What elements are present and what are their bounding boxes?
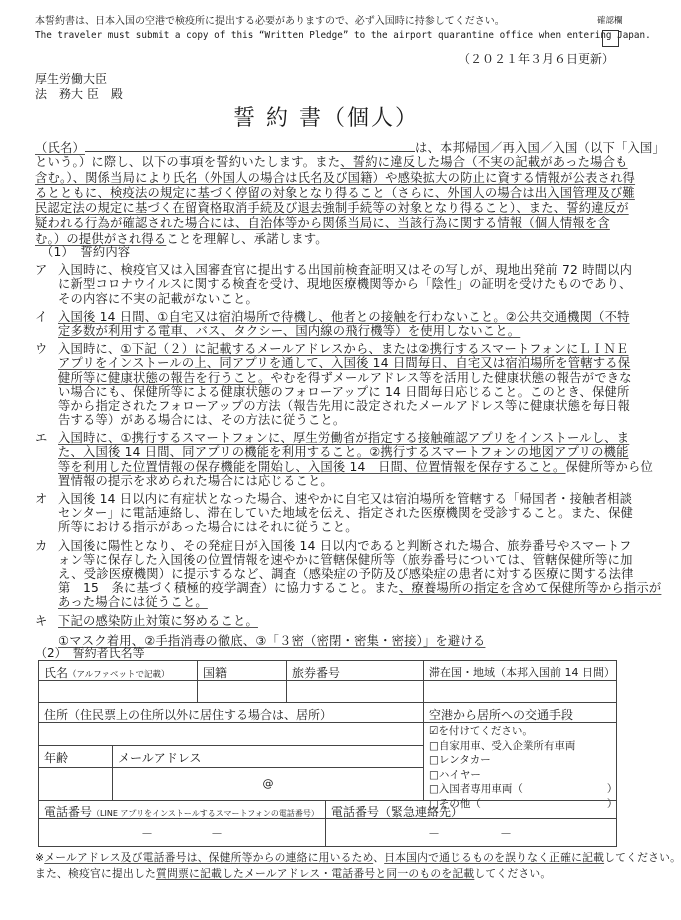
item-marker: カ	[35, 538, 48, 553]
notice-en: The traveler must submit a copy of this “Written Pledge” to the airport quarantine office when entering Japan.	[35, 30, 651, 41]
text-segment: ①マスク着用、②手指消毒の徹底、③「３密（密閉・密集・密接）」を避ける	[58, 633, 486, 648]
text-segment: 、	[373, 851, 385, 864]
pledge-item	[35, 538, 662, 610]
text-line	[58, 614, 258, 628]
text-line	[35, 185, 635, 201]
pledge-items	[35, 245, 662, 648]
text-segment: 疑われる行為が確認された場合には、自治体等から関係当局に、当該行為に関する情報（個人情報を含	[35, 216, 610, 231]
text-segment: ォン等に保存した入国後の位置情報を速やかに管轄保健所等（旅券番号については、管轄保健所等に加	[58, 552, 633, 567]
text-segment: センター」に電話連絡し、滞在していた地域を伝え、指定された医療機関を受診すること。また、保健	[58, 506, 634, 521]
text-segment: メールアドレス及び電話番号は、保健所等からの連絡に用いるため	[44, 851, 374, 864]
item-marker: オ	[35, 492, 48, 506]
text-segment: という。）に際し、以下の事項を誓約いたします。また	[35, 155, 341, 170]
section-1-label: （1） 誓約内容	[41, 245, 131, 259]
transport-option-checkbox[interactable]: □その他（ ）	[429, 797, 618, 810]
updated-date: （２０２１年３月６日更新）	[457, 52, 614, 66]
transport-option-checkbox[interactable]: □ハイヤー	[429, 768, 481, 781]
phone-note: （LINE アプリをインストールするスマートフォンの電話番号）	[92, 809, 319, 818]
pledge-item	[35, 342, 632, 428]
text-segment: 置情報の提示を求められた場合には応じること。	[58, 473, 333, 488]
text-line	[58, 310, 630, 324]
text-line	[58, 277, 632, 291]
name-blank-line[interactable]	[85, 140, 415, 152]
transport-option-checkbox[interactable]: □自家用車、受入企業所有車両	[429, 739, 576, 752]
text-line	[58, 567, 661, 581]
item-body	[58, 539, 661, 610]
text-segment: に新型コロナウイルスに関する検査を受け、現地医療機関等から「陰性」の証明を受けたものであり、	[58, 277, 632, 292]
name-field[interactable]	[38, 680, 198, 703]
text-line	[58, 506, 633, 520]
text-line	[35, 850, 681, 866]
text-segment: 下記の感染防止対策に努めること。	[58, 613, 258, 628]
text-segment: るとともに、検疫法の規定に基づく停留の対象となり得ること（さらに、外国人の場合は出入国管理及び難	[35, 185, 635, 200]
email-header: メールアドレス	[112, 745, 424, 768]
stay-field[interactable]	[423, 680, 617, 703]
transport-instruction: ☑を付けてください。	[429, 725, 533, 737]
text-segment: 入国時に、①携行するスマートフォンに、厚生労働省が指定する接触確認アプリをインストールし、ま	[58, 431, 630, 446]
text-segment: 、誓約に違反した場合（不実の記載があった場合も	[340, 155, 628, 170]
transport-header: 空港から居所への交通手段	[423, 702, 617, 723]
text-line	[58, 445, 653, 459]
pledge-item	[35, 431, 654, 488]
text-line	[35, 216, 620, 231]
text-segment: 入国後 14 日間、①自宅又は宿泊場所で待機し、他者との接触を行わないこと。②公共交通機関（不特	[58, 309, 630, 324]
text-line	[35, 170, 636, 186]
phone-header	[38, 800, 326, 819]
text-line	[35, 201, 629, 216]
text-segment: 定多数が利用する電車、バス、タクシー、国内線の飛行機等）を使用しないこと。	[58, 323, 521, 338]
pledge-intro	[35, 140, 665, 247]
text-segment: え、受診医療機関）に提示するなど、調査（感染症の予防及び感染症の患者に対する医療に関する法律	[58, 566, 634, 581]
section-2-label: （2） 誓約者氏名等	[35, 646, 145, 660]
transport-options	[423, 722, 618, 810]
item-marker: ウ	[35, 342, 48, 357]
nationality-header: 国籍	[197, 660, 287, 681]
emergency-phone-header: 電話番号（緊急連絡先）	[325, 800, 617, 819]
text-segment: 入国時に、	[58, 342, 121, 357]
text-segment: してください。	[604, 851, 681, 864]
phone-field[interactable]	[38, 818, 326, 847]
pledge-item	[35, 309, 630, 338]
text-segment: は、本邦帰国／再入国／入国（以下「入国」	[415, 141, 665, 155]
text-segment: その内容に不実の記載がないこと。	[58, 291, 258, 306]
text-line	[58, 492, 633, 506]
pledge-item	[35, 263, 633, 306]
text-segment: 所等における指示があった場合にはそれに従うこと。	[58, 520, 358, 535]
text-line	[58, 553, 661, 567]
item-body	[58, 492, 633, 535]
item-marker: イ	[35, 309, 48, 324]
email-field[interactable]	[112, 767, 424, 801]
text-segment: （氏名）	[35, 141, 85, 155]
name-header	[38, 660, 198, 681]
text-line	[58, 431, 653, 445]
text-line	[58, 342, 632, 356]
stay-header: 滞在国・地域（本邦入国前 14 日間）	[423, 660, 617, 681]
text-line	[58, 399, 632, 413]
text-segment: 日本国内で通じるものを誤りなく正確に記載	[384, 851, 605, 864]
text-segment: やむを得ずメールアドレス等を活用した健康状態の報告ができな	[270, 370, 632, 385]
text-line	[58, 385, 632, 399]
email-at-sign: @	[262, 777, 274, 790]
text-segment: 等を利用した位置情報の保存機能を開始し、入国後 14 日間、位置情報を保存すること。	[58, 459, 566, 474]
address-field[interactable]	[38, 722, 424, 746]
dash: －	[141, 827, 154, 841]
item-body	[58, 342, 632, 427]
item-marker: ア	[35, 263, 48, 278]
pledge-item	[35, 614, 620, 628]
text-segment: 健所等に健康状態の報告を行うこと。	[58, 370, 271, 385]
text-line	[58, 474, 653, 488]
dash: －	[500, 827, 513, 841]
dash: －	[428, 827, 441, 841]
name-note: （アルファベットで記載）	[68, 670, 170, 680]
transport-option-checkbox[interactable]: □入国者専用車両（ ）	[429, 783, 618, 795]
item-body	[58, 431, 653, 488]
text-segment: 入国後に陽性となり、その発症日が入国後 14 日以内であると判断された場合、旅券番号やスマートフ	[58, 538, 632, 553]
text-segment: してください。	[474, 867, 552, 880]
text-segment: 入国後 14 日以内に有症状となった場合、速やかに自宅又は宿泊場所を管轄する「帰国者・接触者相談	[58, 492, 633, 506]
age-field[interactable]	[38, 767, 113, 801]
text-line	[58, 595, 661, 609]
text-line	[58, 263, 632, 277]
text-segment: あった場合には従うこと。	[58, 595, 208, 610]
address-header: 住所（住民票上の住所以外に居住する場合は、居所）	[38, 702, 424, 723]
item-body	[58, 310, 630, 338]
age-header: 年齢	[38, 745, 113, 768]
text-segment: また、検疫官に提出した	[35, 867, 156, 880]
item-body	[58, 614, 258, 628]
phone-label: 電話番号	[44, 805, 93, 819]
text-segment: 、療養場所の指定を含めて保健所等から指示が	[398, 581, 662, 596]
text-line	[58, 520, 633, 534]
text-segment: ※	[35, 851, 45, 864]
addressee-mhlw: 厚生労働大臣	[35, 72, 108, 86]
emergency-phone-field[interactable]	[325, 818, 617, 847]
text-segment: ことを理解し、承諾します。	[166, 231, 328, 246]
item-marker: エ	[35, 431, 48, 446]
text-line	[58, 356, 632, 370]
text-line	[58, 413, 632, 427]
dash: －	[211, 827, 224, 841]
text-segment: アプリをインストールの上、同アプリを通して、入国後 14 日間毎日、自宅又は宿泊場所を管轄する保	[58, 356, 631, 371]
text-line	[58, 539, 661, 553]
notice-ja: 本誓約書は、日本入国の空港で検疫所に提出する必要がありますので、必ず入国時に持参してください。	[35, 16, 505, 27]
text-segment: た、入国後 14 日間、同アプリの機能を利用すること。②携行するスマートフォンの地図アプリの機能	[58, 445, 629, 460]
check-label: 確認欄	[597, 16, 623, 26]
text-line	[35, 866, 681, 882]
text-line	[58, 324, 630, 338]
item-body	[58, 263, 632, 306]
item-marker: キ	[35, 613, 48, 628]
confirmation-checkbox[interactable]	[602, 30, 619, 47]
addressee-moj: 法 務大 臣 殿	[35, 87, 123, 101]
text-line	[58, 371, 632, 385]
text-segment: 保健所等から位	[565, 459, 654, 474]
text-segment: 等から指定されたフォローアップの方法（報告先用に設定されたメールアドレス等に健康状態を毎日報	[58, 398, 631, 413]
transport-option-checkbox[interactable]: □レンタカー	[429, 754, 491, 766]
text-segment: 民認定法の規定に基づく在留資格取消手続及び退去強制手続等の対象となり得ること）、また、誓約違反が	[35, 201, 629, 216]
text-segment: 含む。）、関係当局により氏名（外国人の場合は氏名及び国籍）や感染拡大の防止に資する情報が公表され得	[35, 170, 636, 185]
text-line	[58, 460, 653, 474]
text-segment: 入国時に、検疫官又は入国審査官に提出する出国前検査証明又はその写しが、現地出発前 72 時間以内	[58, 263, 633, 278]
text-segment: 質問票に記載したメールアドレス・電話番号と同一のものを記載	[155, 867, 475, 880]
text-segment: ①下記（２）に記載するメールアドレスから、または②携行するスマートフォンにＬＩＮＥ	[120, 342, 629, 357]
text-line	[58, 581, 661, 595]
page-title: 誓 約 書（個人）	[233, 106, 419, 131]
nationality-field[interactable]	[197, 680, 287, 703]
text-segment: む。）の提供がされ得る	[35, 231, 167, 246]
name-label: 氏名	[44, 666, 69, 680]
text-segment: い場合にも、保健所等による健康状態のフォローアップに 14 日間毎日応じること。このとき、保健所	[58, 384, 630, 399]
pledge-item	[35, 492, 634, 535]
text-line	[58, 292, 632, 306]
passport-field[interactable]	[286, 680, 424, 703]
text-segment: 告する等）がある場合には、その方法に従うこと。	[58, 413, 346, 428]
text-line	[35, 155, 628, 170]
text-line	[35, 140, 665, 155]
passport-header: 旅券番号	[286, 660, 424, 681]
footnote	[35, 850, 681, 882]
text-segment: 第 15 条に基づく積極的疫学調査）に協力すること。また	[58, 581, 399, 596]
